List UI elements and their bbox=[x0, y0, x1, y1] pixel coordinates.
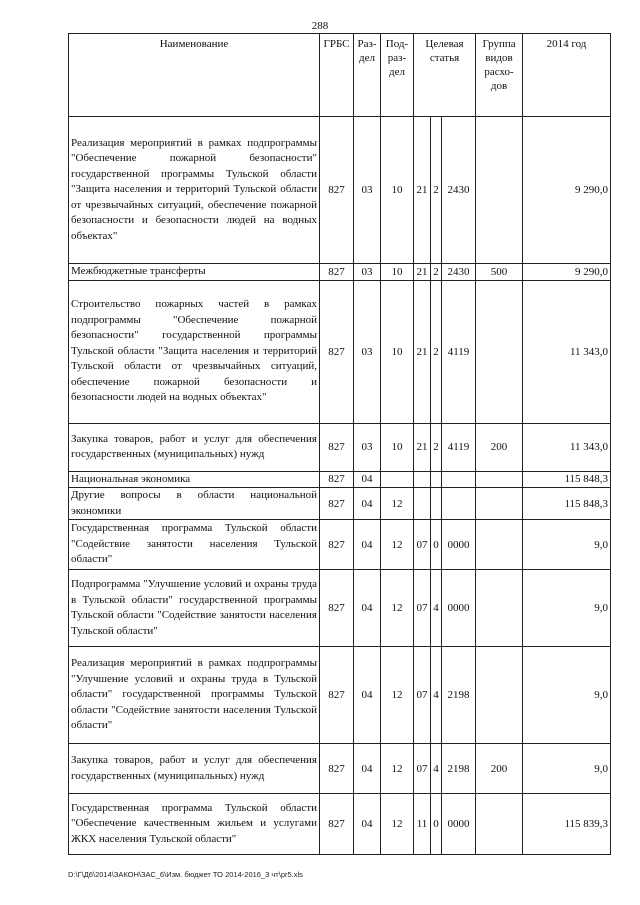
row-subsection: 12 bbox=[381, 794, 414, 855]
row-grbs: 827 bbox=[320, 264, 354, 281]
row-expense-group: 200 bbox=[476, 423, 523, 471]
row-amount: 9,0 bbox=[523, 520, 611, 570]
row-expense-group bbox=[476, 471, 523, 488]
row-subsection: 10 bbox=[381, 117, 414, 264]
header-grbs: ГРБС bbox=[320, 34, 354, 117]
row-name: Национальная экономика bbox=[69, 471, 320, 488]
row-subsection: 12 bbox=[381, 647, 414, 744]
row-target-subprogram: 4 bbox=[431, 744, 442, 794]
row-expense-group: 500 bbox=[476, 264, 523, 281]
row-expense-group bbox=[476, 647, 523, 744]
row-expense-group bbox=[476, 280, 523, 423]
file-path-footer: D:\Г\Д6\2014\ЗАКОН\ЗАС_6\Изм. бюджет ТО 2014-2016_3 чт\pr5.xls bbox=[68, 870, 303, 879]
row-grbs: 827 bbox=[320, 471, 354, 488]
row-grbs: 827 bbox=[320, 117, 354, 264]
row-grbs: 827 bbox=[320, 570, 354, 647]
row-target-program: 07 bbox=[414, 570, 431, 647]
row-grbs: 827 bbox=[320, 520, 354, 570]
row-target-code: 2198 bbox=[442, 647, 476, 744]
row-section: 04 bbox=[354, 471, 381, 488]
row-amount: 9,0 bbox=[523, 744, 611, 794]
row-grbs: 827 bbox=[320, 488, 354, 520]
row-target-code: 2198 bbox=[442, 744, 476, 794]
row-section: 04 bbox=[354, 744, 381, 794]
row-name: Другие вопросы в области национальной экономики bbox=[69, 488, 320, 520]
row-target-subprogram: 2 bbox=[431, 117, 442, 264]
row-expense-group bbox=[476, 794, 523, 855]
row-expense-group bbox=[476, 488, 523, 520]
row-target-subprogram: 4 bbox=[431, 647, 442, 744]
table-row bbox=[69, 423, 611, 471]
row-target-code bbox=[442, 488, 476, 520]
row-grbs: 827 bbox=[320, 423, 354, 471]
row-section: 04 bbox=[354, 794, 381, 855]
table-row bbox=[69, 647, 611, 744]
row-target-code: 4119 bbox=[442, 280, 476, 423]
header-expense-group: Группа видов расхо- дов bbox=[476, 34, 523, 117]
table-row bbox=[69, 520, 611, 570]
row-name: Межбюджетные трансферты bbox=[69, 264, 320, 281]
row-target-program bbox=[414, 471, 431, 488]
row-amount: 9,0 bbox=[523, 570, 611, 647]
header-year-2014: 2014 год bbox=[523, 34, 611, 117]
row-target-program: 07 bbox=[414, 520, 431, 570]
row-target-program: 07 bbox=[414, 647, 431, 744]
row-subsection: 12 bbox=[381, 744, 414, 794]
row-grbs: 827 bbox=[320, 744, 354, 794]
row-target-program: 21 bbox=[414, 264, 431, 281]
row-target-subprogram: 2 bbox=[431, 264, 442, 281]
row-section: 03 bbox=[354, 423, 381, 471]
table-row bbox=[69, 794, 611, 855]
header-target-article: Целевая статья bbox=[414, 34, 476, 117]
row-target-subprogram: 0 bbox=[431, 794, 442, 855]
header-subsection: Под- раз- дел bbox=[381, 34, 414, 117]
table-row bbox=[69, 488, 611, 520]
row-subsection: 10 bbox=[381, 264, 414, 281]
row-subsection: 12 bbox=[381, 488, 414, 520]
row-expense-group bbox=[476, 520, 523, 570]
row-subsection: 10 bbox=[381, 280, 414, 423]
table-row bbox=[69, 744, 611, 794]
row-target-code: 0000 bbox=[442, 520, 476, 570]
row-name: Государственная программа Тульской области "Содействие занятости населения Тульской области" bbox=[69, 520, 320, 570]
row-amount: 115 848,3 bbox=[523, 471, 611, 488]
row-expense-group: 200 bbox=[476, 744, 523, 794]
row-name: Строительство пожарных частей в рамках подпрограммы "Обеспечение пожарной безопасности" государственной программы Тульской области "Защита населения и территорий Тульской области от чрезвычайных ситуаций, обеспечение пожарной безопасности и безопасности людей на водных объектах" bbox=[69, 280, 320, 423]
table-row bbox=[69, 117, 611, 264]
row-subsection: 10 bbox=[381, 423, 414, 471]
row-subsection bbox=[381, 471, 414, 488]
row-target-subprogram: 4 bbox=[431, 570, 442, 647]
page-number: 288 bbox=[311, 20, 329, 32]
row-target-code: 2430 bbox=[442, 117, 476, 264]
row-section: 03 bbox=[354, 280, 381, 423]
row-amount: 9 290,0 bbox=[523, 264, 611, 281]
row-section: 04 bbox=[354, 570, 381, 647]
row-name: Закупка товаров, работ и услуг для обеспечения государственных (муниципальных) нужд bbox=[69, 423, 320, 471]
row-target-program bbox=[414, 488, 431, 520]
header-row bbox=[69, 34, 611, 117]
row-subsection: 12 bbox=[381, 570, 414, 647]
row-amount: 115 839,3 bbox=[523, 794, 611, 855]
row-section: 03 bbox=[354, 264, 381, 281]
row-section: 03 bbox=[354, 117, 381, 264]
row-grbs: 827 bbox=[320, 794, 354, 855]
row-expense-group bbox=[476, 117, 523, 264]
row-target-program: 21 bbox=[414, 423, 431, 471]
row-target-code: 0000 bbox=[442, 794, 476, 855]
budget-table bbox=[68, 33, 611, 855]
row-section: 04 bbox=[354, 647, 381, 744]
row-grbs: 827 bbox=[320, 647, 354, 744]
row-name: Реализация мероприятий в рамках подпрограммы "Обеспечение пожарной безопасности" государственной программы Тульской области "Защита населения и территорий Тульской области от чрезвычайных ситуаций, обеспечение пожарной безопасности и безопасности людей на водных объектах" bbox=[69, 117, 320, 264]
row-target-program: 07 bbox=[414, 744, 431, 794]
row-target-subprogram: 0 bbox=[431, 520, 442, 570]
row-target-program: 21 bbox=[414, 280, 431, 423]
row-amount: 11 343,0 bbox=[523, 423, 611, 471]
row-amount: 115 848,3 bbox=[523, 488, 611, 520]
table-row bbox=[69, 471, 611, 488]
row-name: Подпрограмма "Улучшение условий и охраны труда в Тульской области" государственной программы Тульской области "Содействие занятости населения Тульской области" bbox=[69, 570, 320, 647]
row-name: Закупка товаров, работ и услуг для обеспечения государственных (муниципальных) нужд bbox=[69, 744, 320, 794]
row-grbs: 827 bbox=[320, 280, 354, 423]
row-section: 04 bbox=[354, 520, 381, 570]
row-target-program: 11 bbox=[414, 794, 431, 855]
row-target-subprogram bbox=[431, 471, 442, 488]
row-target-code: 0000 bbox=[442, 570, 476, 647]
table-body bbox=[69, 117, 611, 855]
row-section: 04 bbox=[354, 488, 381, 520]
row-amount: 9,0 bbox=[523, 647, 611, 744]
row-name: Реализация мероприятий в рамках подпрограммы "Улучшение условий и охраны труда в Тульской области" государственной программы Тульской области "Содействие занятости населения Тульской области" bbox=[69, 647, 320, 744]
row-target-code: 2430 bbox=[442, 264, 476, 281]
table-row bbox=[69, 570, 611, 647]
row-name: Государственная программа Тульской области "Обеспечение качественным жильем и услугами ЖКХ населения Тульской области" bbox=[69, 794, 320, 855]
table-row bbox=[69, 280, 611, 423]
row-expense-group bbox=[476, 570, 523, 647]
row-amount: 9 290,0 bbox=[523, 117, 611, 264]
table-row bbox=[69, 264, 611, 281]
row-amount: 11 343,0 bbox=[523, 280, 611, 423]
row-target-subprogram: 2 bbox=[431, 423, 442, 471]
header-section: Раз- дел bbox=[354, 34, 381, 117]
header-name: Наименование bbox=[69, 34, 320, 117]
row-target-program: 21 bbox=[414, 117, 431, 264]
row-target-code bbox=[442, 471, 476, 488]
row-target-subprogram: 2 bbox=[431, 280, 442, 423]
row-target-code: 4119 bbox=[442, 423, 476, 471]
row-target-subprogram bbox=[431, 488, 442, 520]
row-subsection: 12 bbox=[381, 520, 414, 570]
